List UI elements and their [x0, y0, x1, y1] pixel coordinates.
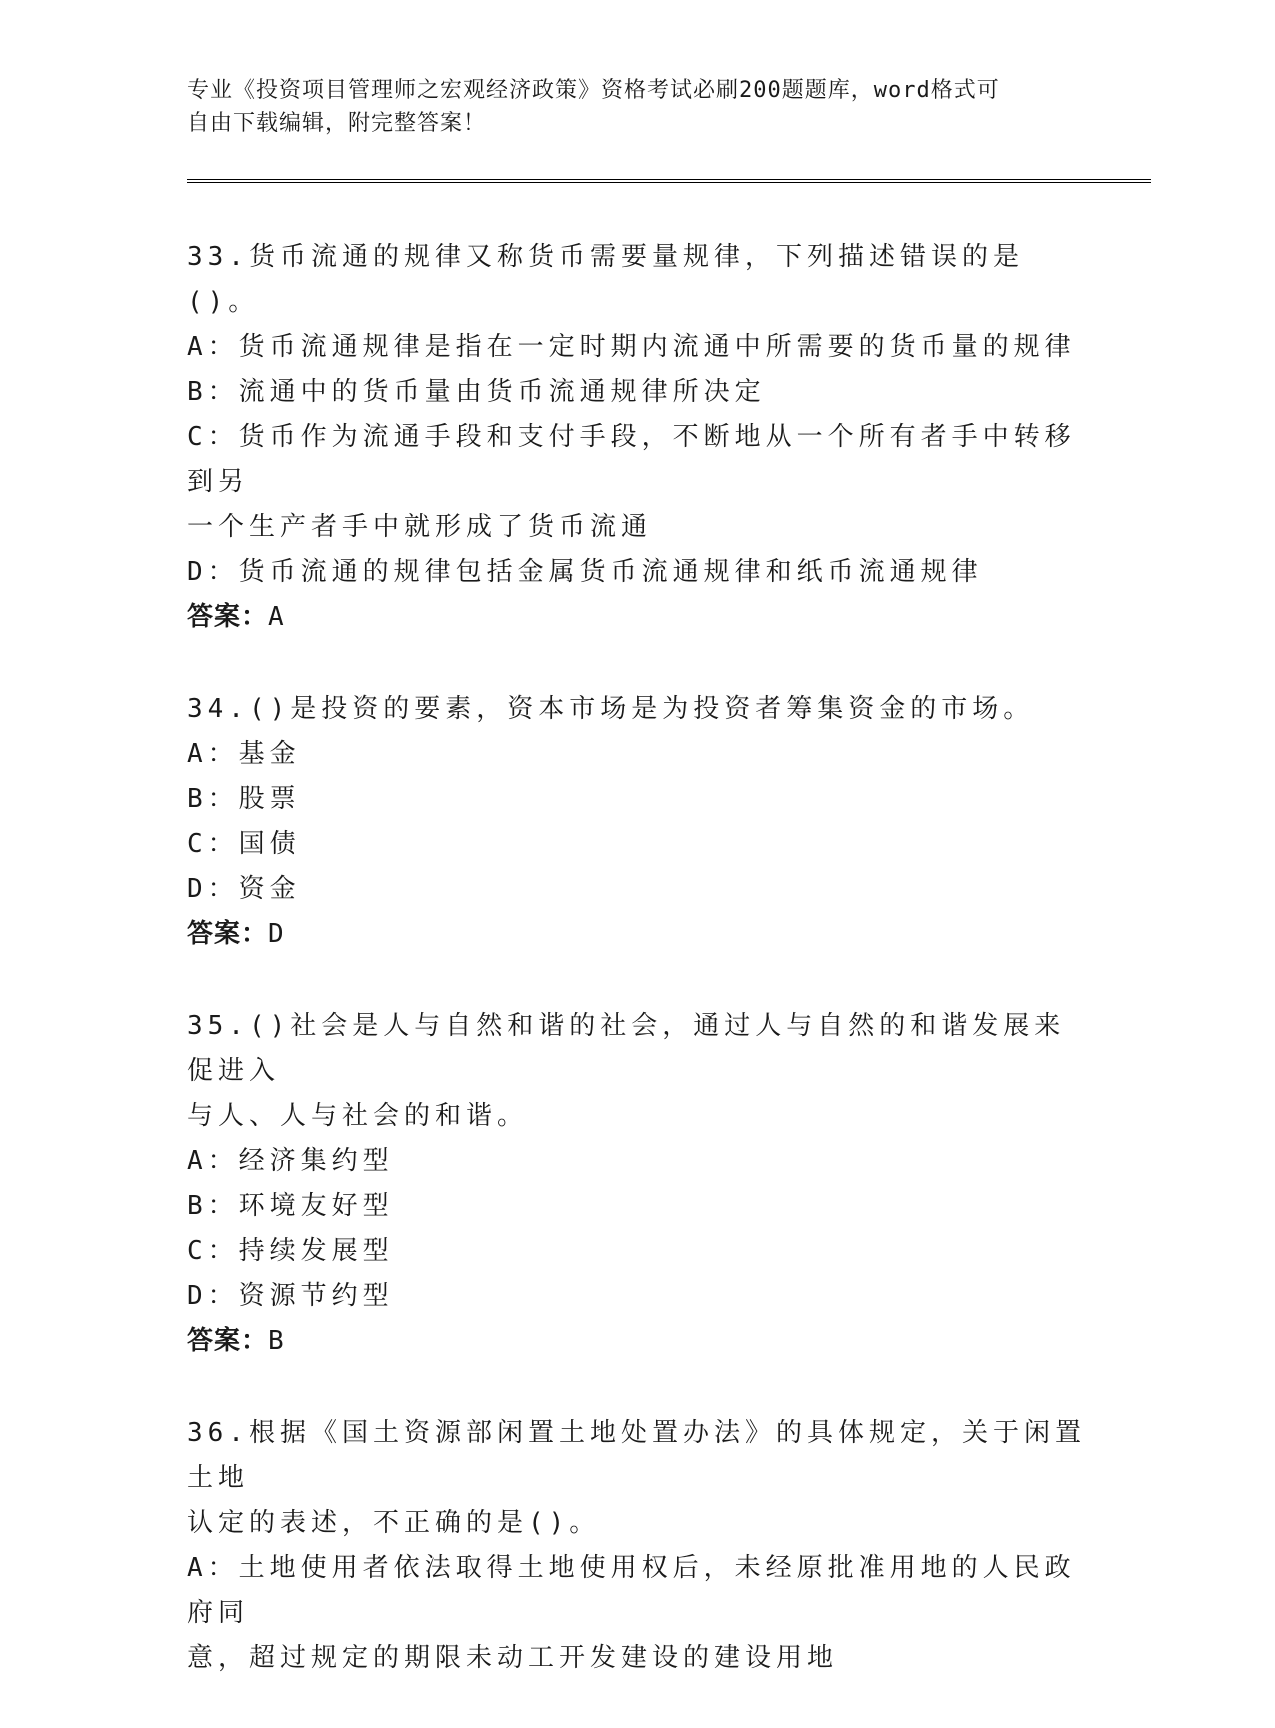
answer-value: B	[268, 1326, 285, 1356]
question-list	[187, 235, 1087, 1728]
question-block	[187, 687, 1087, 957]
option-line: D：货币流通的规律包括金属货币流通规律和纸币流通规律	[187, 557, 983, 587]
option-line: 意，超过规定的期限未动工开发建设的建设用地	[187, 1643, 839, 1673]
header-line-1: 专业《投资项目管理师之宏观经济政策》资格考试必刷200题题库，word格式可	[187, 78, 1000, 103]
option-line: A：经济集约型	[187, 1146, 394, 1176]
question-stem-line: 33.货币流通的规律又称货币需要量规律，下列描述错误的是()。	[187, 242, 1024, 317]
question-block	[187, 1411, 1087, 1681]
option-line: A：基金	[187, 739, 301, 769]
header-line-2: 自由下载编辑，附完整答案！	[187, 111, 487, 136]
question-block	[187, 235, 1087, 640]
answer-line	[187, 1319, 1087, 1364]
header-divider	[187, 179, 1151, 183]
option-line: D：资源节约型	[187, 1281, 394, 1311]
question-stem-line: 与人、人与社会的和谐。	[187, 1101, 529, 1131]
option-line: B：股票	[187, 784, 301, 814]
question-stem-line: 36.根据《国土资源部闲置土地处置办法》的具体规定，关于闲置土地	[187, 1418, 1086, 1493]
option-line: C：持续发展型	[187, 1236, 394, 1266]
answer-line	[187, 595, 1087, 640]
option-line: B：环境友好型	[187, 1191, 394, 1221]
answer-label: 答案：	[187, 919, 269, 949]
option-line: C：货币作为流通手段和支付手段，不断地从一个所有者手中转移到另	[187, 422, 1076, 497]
question-block	[187, 1004, 1087, 1364]
question-stem-line: 35.()社会是人与自然和谐的社会，通过人与自然的和谐发展来促进入	[187, 1011, 1066, 1086]
option-line: C：国债	[187, 829, 301, 859]
option-line: B：流通中的货币量由货币流通规律所决定	[187, 377, 766, 407]
question-stem-line: 34.()是投资的要素，资本市场是为投资者筹集资金的市场。	[187, 694, 1035, 724]
answer-label: 答案：	[187, 1326, 269, 1356]
option-line: A：土地使用者依法取得土地使用权后，未经原批准用地的人民政府同	[187, 1553, 1076, 1628]
option-line: A：货币流通规律是指在一定时期内流通中所需要的货币量的规律	[187, 332, 1076, 362]
question-stem-line: 认定的表述，不正确的是()。	[187, 1508, 601, 1538]
answer-label: 答案：	[187, 602, 269, 632]
answer-line	[187, 912, 1087, 957]
document-header	[187, 74, 1087, 140]
answer-value: D	[268, 919, 285, 949]
option-line: 一个生产者手中就形成了货币流通	[187, 512, 653, 542]
answer-value: A	[268, 602, 285, 632]
option-line: D：资金	[187, 874, 301, 904]
